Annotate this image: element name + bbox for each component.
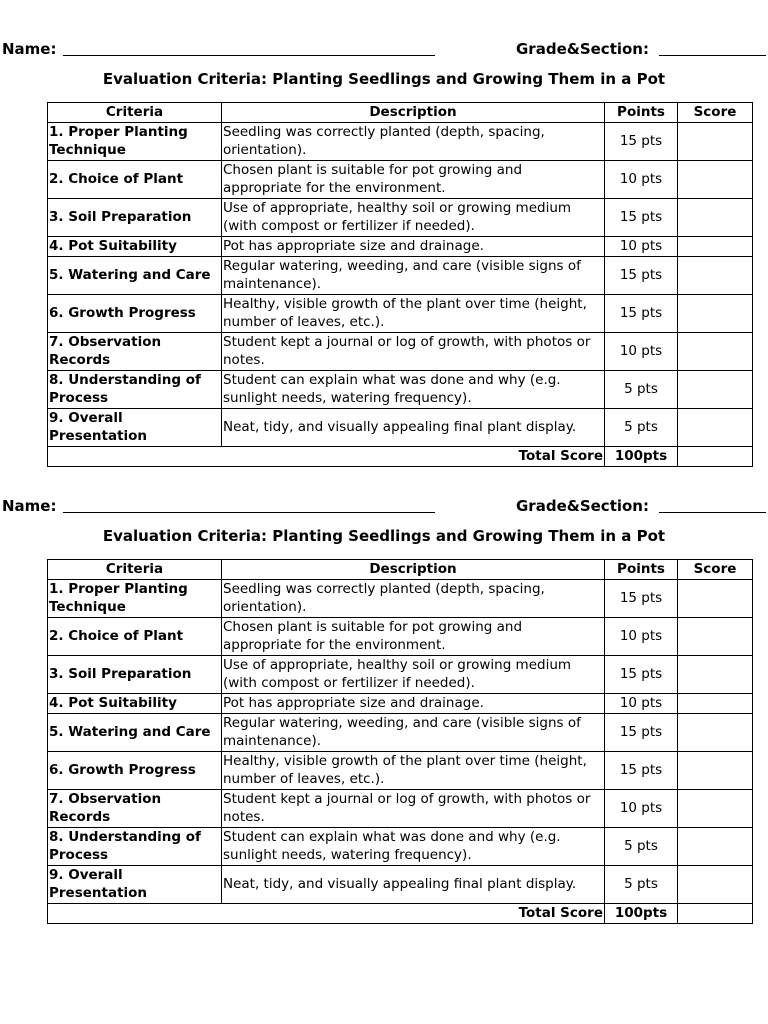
points-cell: 15 pts	[605, 257, 678, 295]
description-cell: Use of appropriate, healthy soil or growing medium (with compost or fertilizer if needed).	[222, 656, 605, 694]
description-cell: Student can explain what was done and why (e.g. sunlight needs, watering frequency).	[222, 828, 605, 866]
description-cell: Student can explain what was done and why (e.g. sunlight needs, watering frequency).	[222, 371, 605, 409]
description-cell: Student kept a journal or log of growth, with photos or notes.	[222, 790, 605, 828]
table-row	[48, 790, 753, 828]
score-cell[interactable]	[678, 333, 753, 371]
points-cell: 10 pts	[605, 333, 678, 371]
evaluation-sheet-1	[0, 40, 768, 464]
points-cell: 15 pts	[605, 752, 678, 790]
score-cell[interactable]	[678, 828, 753, 866]
description-cell: Pot has appropriate size and drainage.	[222, 694, 605, 714]
total-points-value: 100pts	[605, 447, 678, 467]
score-cell[interactable]	[678, 694, 753, 714]
header-row	[0, 497, 768, 519]
description-cell: Regular watering, weeding, and care (visible signs of maintenance).	[222, 714, 605, 752]
grade-section-label: Grade&Section:	[516, 40, 649, 58]
criteria-cell: 9. Overall Presentation	[48, 409, 222, 447]
description-cell: Seedling was correctly planted (depth, spacing, orientation).	[222, 580, 605, 618]
evaluation-sheet-2	[0, 497, 768, 921]
points-cell: 10 pts	[605, 790, 678, 828]
table-row	[48, 237, 753, 257]
points-cell: 10 pts	[605, 237, 678, 257]
criteria-cell: 7. Observation Records	[48, 333, 222, 371]
table-row	[48, 752, 753, 790]
description-cell: Student kept a journal or log of growth, with photos or notes.	[222, 333, 605, 371]
score-cell[interactable]	[678, 790, 753, 828]
criteria-cell: 6. Growth Progress	[48, 752, 222, 790]
table-row	[48, 714, 753, 752]
criteria-table	[47, 102, 753, 467]
criteria-cell: 1. Proper Planting Technique	[48, 580, 222, 618]
criteria-cell: 7. Observation Records	[48, 790, 222, 828]
points-cell: 15 pts	[605, 295, 678, 333]
criteria-cell: 6. Growth Progress	[48, 295, 222, 333]
column-header-description: Description	[222, 103, 605, 123]
table-header-row	[48, 103, 753, 123]
grade-section-label: Grade&Section:	[516, 497, 649, 515]
name-field-line[interactable]	[63, 512, 435, 513]
total-score-cell[interactable]	[678, 447, 753, 467]
table-row	[48, 580, 753, 618]
criteria-cell: 5. Watering and Care	[48, 257, 222, 295]
points-cell: 15 pts	[605, 123, 678, 161]
column-header-description: Description	[222, 560, 605, 580]
points-cell: 5 pts	[605, 371, 678, 409]
points-cell: 15 pts	[605, 199, 678, 237]
score-cell[interactable]	[678, 866, 753, 904]
table-row	[48, 618, 753, 656]
points-cell: 15 pts	[605, 580, 678, 618]
score-cell[interactable]	[678, 257, 753, 295]
criteria-cell: 3. Soil Preparation	[48, 656, 222, 694]
description-cell: Use of appropriate, healthy soil or growing medium (with compost or fertilizer if needed).	[222, 199, 605, 237]
score-cell[interactable]	[678, 752, 753, 790]
name-label: Name:	[2, 40, 57, 58]
column-header-criteria: Criteria	[48, 103, 222, 123]
points-cell: 15 pts	[605, 656, 678, 694]
score-cell[interactable]	[678, 161, 753, 199]
score-cell[interactable]	[678, 199, 753, 237]
points-cell: 5 pts	[605, 409, 678, 447]
grade-section-field-line[interactable]	[659, 512, 766, 513]
column-header-score: Score	[678, 103, 753, 123]
grade-section-field-line[interactable]	[659, 55, 766, 56]
score-cell[interactable]	[678, 580, 753, 618]
description-cell: Chosen plant is suitable for pot growing and appropriate for the environment.	[222, 161, 605, 199]
criteria-cell: 9. Overall Presentation	[48, 866, 222, 904]
table-row	[48, 409, 753, 447]
table-row	[48, 866, 753, 904]
criteria-cell: 4. Pot Suitability	[48, 237, 222, 257]
table-row	[48, 828, 753, 866]
total-row	[48, 904, 753, 924]
description-cell: Regular watering, weeding, and care (visible signs of maintenance).	[222, 257, 605, 295]
criteria-cell: 4. Pot Suitability	[48, 694, 222, 714]
description-cell: Seedling was correctly planted (depth, spacing, orientation).	[222, 123, 605, 161]
description-cell: Neat, tidy, and visually appealing final plant display.	[222, 409, 605, 447]
table-header-row	[48, 560, 753, 580]
description-cell: Healthy, visible growth of the plant over time (height, number of leaves, etc.).	[222, 295, 605, 333]
description-cell: Healthy, visible growth of the plant over time (height, number of leaves, etc.).	[222, 752, 605, 790]
criteria-cell: 2. Choice of Plant	[48, 618, 222, 656]
page-title: Evaluation Criteria: Planting Seedlings and Growing Them in a Pot	[102, 70, 666, 88]
score-cell[interactable]	[678, 618, 753, 656]
column-header-criteria: Criteria	[48, 560, 222, 580]
header-row	[0, 40, 768, 62]
score-cell[interactable]	[678, 237, 753, 257]
criteria-cell: 8. Understanding of Process	[48, 371, 222, 409]
column-header-points: Points	[605, 560, 678, 580]
page-title: Evaluation Criteria: Planting Seedlings and Growing Them in a Pot	[102, 527, 666, 545]
score-cell[interactable]	[678, 123, 753, 161]
total-score-label: Total Score	[48, 904, 605, 924]
table-row	[48, 295, 753, 333]
description-cell: Chosen plant is suitable for pot growing and appropriate for the environment.	[222, 618, 605, 656]
points-cell: 5 pts	[605, 828, 678, 866]
column-header-points: Points	[605, 103, 678, 123]
table-row	[48, 371, 753, 409]
description-cell: Neat, tidy, and visually appealing final plant display.	[222, 866, 605, 904]
criteria-table	[47, 559, 753, 924]
table-row	[48, 123, 753, 161]
points-cell: 5 pts	[605, 866, 678, 904]
name-label: Name:	[2, 497, 57, 515]
table-row	[48, 694, 753, 714]
criteria-cell: 2. Choice of Plant	[48, 161, 222, 199]
points-cell: 10 pts	[605, 161, 678, 199]
table-row	[48, 333, 753, 371]
criteria-cell: 3. Soil Preparation	[48, 199, 222, 237]
total-score-cell[interactable]	[678, 904, 753, 924]
points-cell: 10 pts	[605, 618, 678, 656]
table-row	[48, 161, 753, 199]
score-cell[interactable]	[678, 371, 753, 409]
table-row	[48, 257, 753, 295]
score-cell[interactable]	[678, 409, 753, 447]
total-row	[48, 447, 753, 467]
total-points-value: 100pts	[605, 904, 678, 924]
points-cell: 10 pts	[605, 694, 678, 714]
table-row	[48, 656, 753, 694]
name-field-line[interactable]	[63, 55, 435, 56]
criteria-cell: 8. Understanding of Process	[48, 828, 222, 866]
column-header-score: Score	[678, 560, 753, 580]
criteria-cell: 1. Proper Planting Technique	[48, 123, 222, 161]
description-cell: Pot has appropriate size and drainage.	[222, 237, 605, 257]
criteria-cell: 5. Watering and Care	[48, 714, 222, 752]
score-cell[interactable]	[678, 714, 753, 752]
points-cell: 15 pts	[605, 714, 678, 752]
total-score-label: Total Score	[48, 447, 605, 467]
table-row	[48, 199, 753, 237]
score-cell[interactable]	[678, 295, 753, 333]
score-cell[interactable]	[678, 656, 753, 694]
